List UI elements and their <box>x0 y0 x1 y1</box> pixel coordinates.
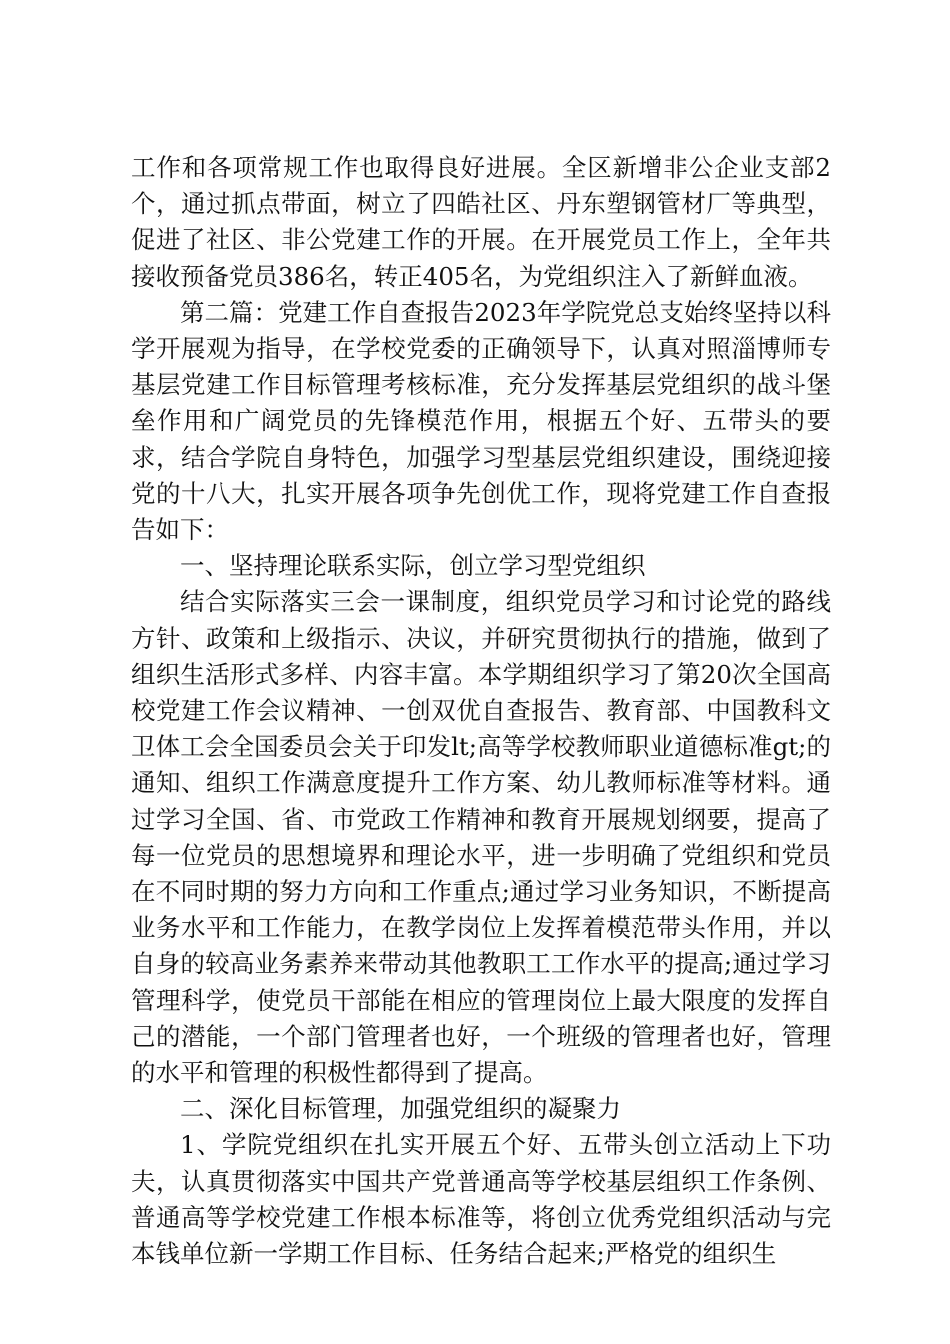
section-heading-2: 二、深化目标管理，加强党组织的凝聚力 <box>180 1094 621 1124</box>
paragraph-target-management: 1、学院党组织在扎实开展五个好、五带头创立活动上下功夫，认真贯彻落实中国共产党普通高等学校基层组织工作条例、普通高等学校党建工作根本标准等，将创立优秀党组织活动与完本钱单位新一学期工作目标、任务结合起来;严格党的组织生 <box>131 1130 831 1269</box>
section-heading-1: 一、坚持理论联系实际，创立学习型党组织 <box>180 551 646 581</box>
document-body <box>131 150 831 1272</box>
paragraph-continuation: 工作和各项常规工作也取得良好进展。全区新增非公企业支部2个，通过抓点带面，树立了四皓社区、丹东塑钢管材厂等典型，促进了社区、非公党建工作的开展。在开展党员工作上，全年共接收预备党员386名，转正405名，为党组织注入了新鲜血液。 <box>131 153 831 291</box>
paragraph-study-details: 结合实际落实三会一课制度，组织党员学习和讨论党的路线方针、政策和上级指示、决议，并研究贯彻执行的措施，做到了组织生活形式多样、内容丰富。本学期组织学习了第20次全国高校党建工作会议精神、一创双优自查报告、教育部、中国教科文卫体工会全国委员会关于印发lt;高等学校教师职业道德标准gt;的通知、组织工作满意度提升工作方案、幼儿教师标准等材料。通过学习全国、省、市党政工作精神和教育开展规划纲要，提高了每一位党员的思想境界和理论水平，进一步明确了党组织和党员在不同时期的努力方向和工作重点;通过学习业务知识，不断提高业务水平和工作能力，在教学岗位上发挥着模范带头作用，并以自身的较高业务素养来带动其他教职工工作水平的提高;通过学习管理科学，使党员干部能在相应的管理岗位上最大限度的发挥自己的潜能，一个部门管理者也好，一个班级的管理者也好，管理的水平和管理的积极性都得到了提高。 <box>131 587 831 1088</box>
paragraph-section-two-intro: 第二篇：党建工作自查报告2023年学院党总支始终坚持以科学开展观为指导，在学校党委的正确领导下，认真对照淄博师专基层党建工作目标管理考核标准，充分发挥基层党组织的战斗堡垒作用和广阔党员的先锋模范作用，根据五个好、五带头的要求，结合学院自身特色，加强学习型基层党组织建设，围绕迎接党的十八大，扎实开展各项争先创优工作，现将党建工作自查报告如下： <box>131 297 831 545</box>
